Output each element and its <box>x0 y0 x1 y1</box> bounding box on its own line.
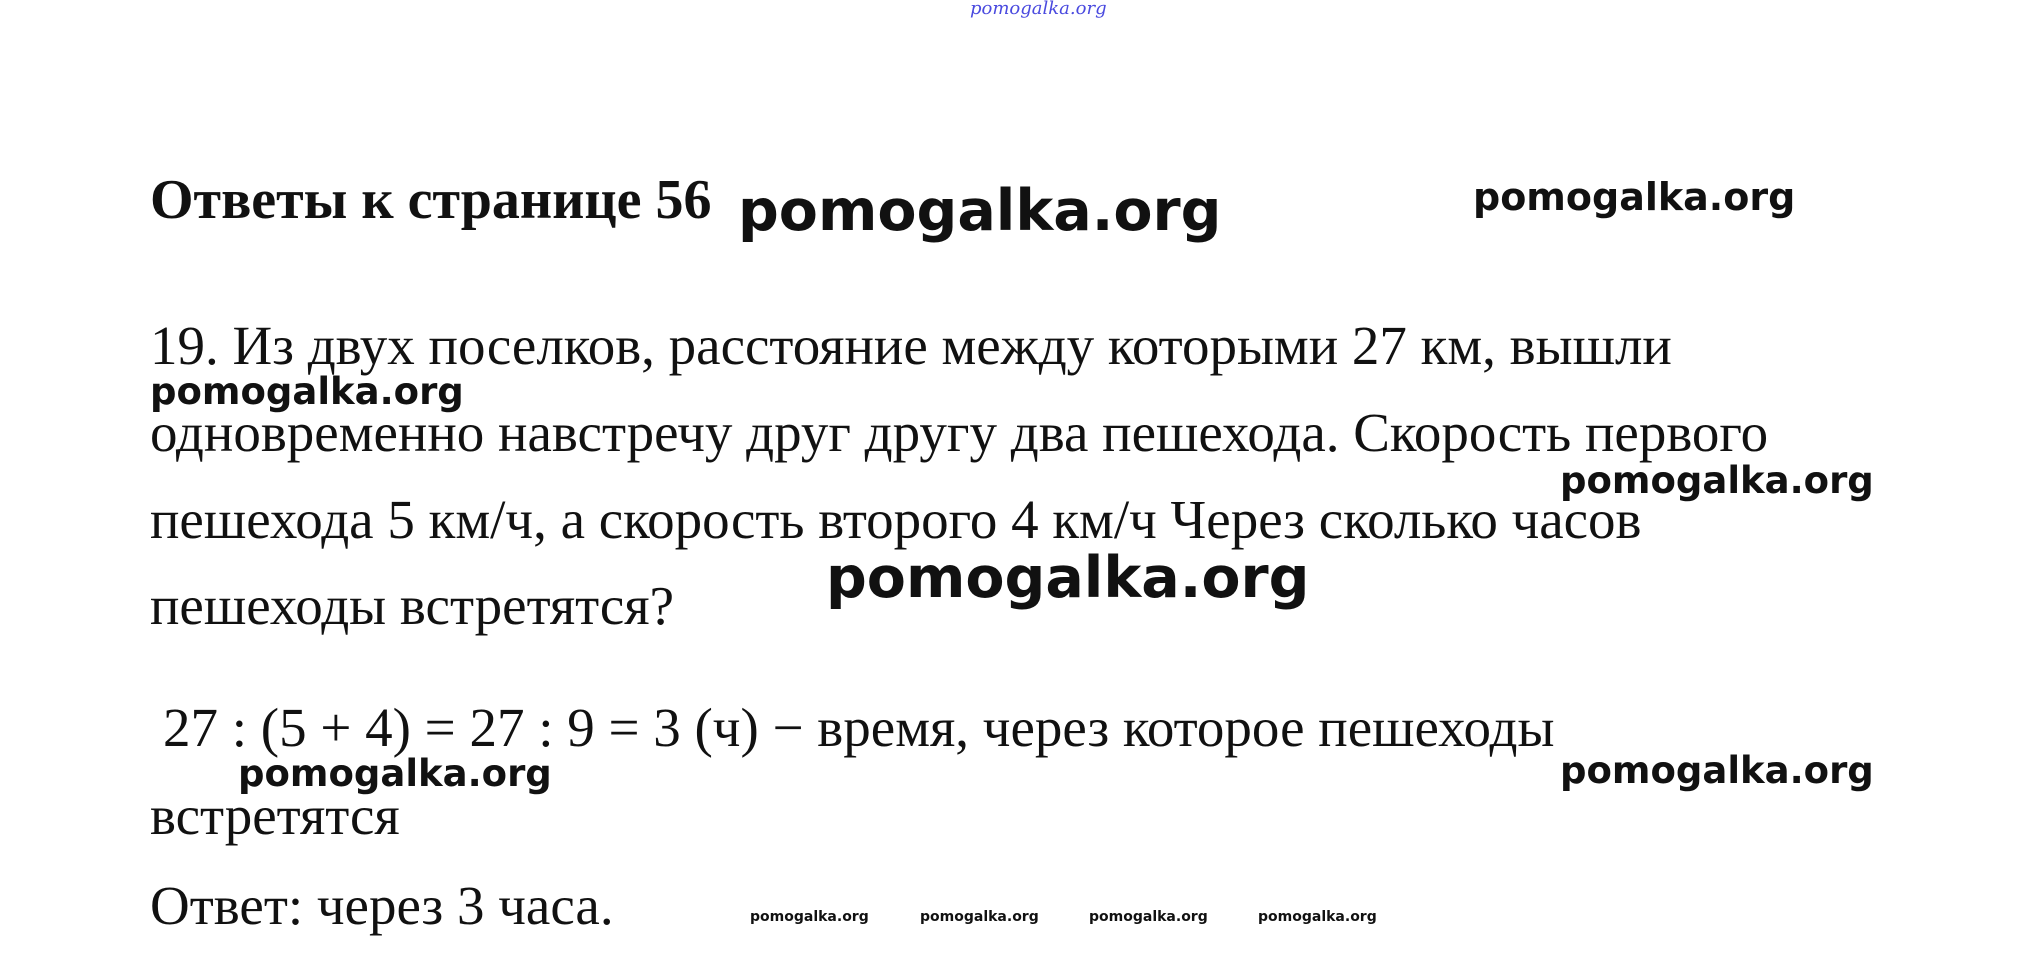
problem-line-3: пешехода 5 км/ч, а скорость второго 4 км/ч Через сколько часов <box>150 489 1642 550</box>
solution-line-2: встретятся <box>150 785 400 846</box>
watermark: pomogalka.org <box>1560 459 1874 502</box>
watermark: pomogalka.org <box>238 752 552 795</box>
solution-line-1: 27 : (5 + 4) = 27 : 9 = 3 (ч) − время, через которое пешеходы <box>163 697 1555 758</box>
page-title: Ответы к странице 56 <box>150 169 712 231</box>
watermark: pomogalka.org <box>1258 909 1377 925</box>
watermark: pomogalka.org <box>1089 909 1208 925</box>
problem-line-2: одновременно навстречу друг другу два пешехода. Скорость первого <box>150 402 1769 463</box>
watermark: pomogalka.org <box>920 909 1039 925</box>
watermark: pomogalka.org <box>150 370 464 413</box>
watermark: pomogalka.org <box>738 178 1222 244</box>
site-link[interactable]: pomogalka.org <box>970 0 1107 19</box>
answer-line: Ответ: через 3 часа. <box>150 875 614 936</box>
watermark: pomogalka.org <box>1560 749 1874 792</box>
watermark: pomogalka.org <box>1473 175 1796 219</box>
problem-line-4: пешеходы встретятся? <box>150 575 675 636</box>
watermark: pomogalka.org <box>826 545 1310 611</box>
problem-line-1: 19. Из двух поселков, расстояние между которыми 27 км, вышли <box>150 315 1672 376</box>
watermark: pomogalka.org <box>750 909 869 925</box>
